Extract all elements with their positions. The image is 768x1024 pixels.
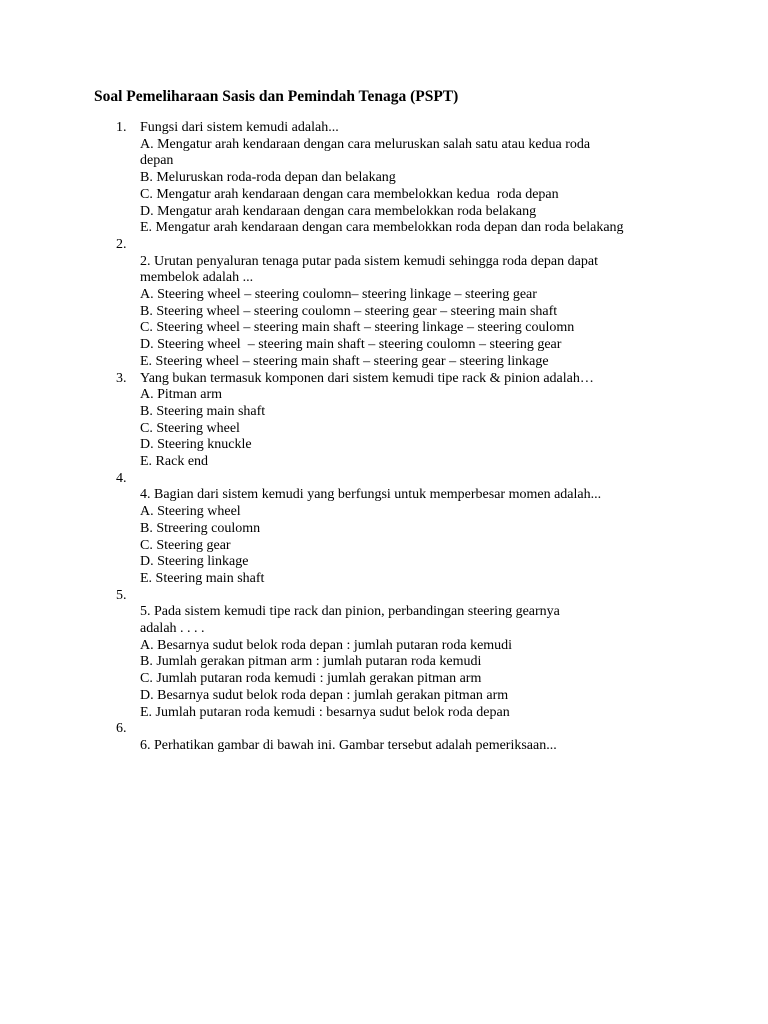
answer-option: B. Jumlah gerakan pitman arm : jumlah putaran roda kemudi (140, 654, 482, 670)
answer-option: B. Steering main shaft (140, 403, 266, 419)
question-body (140, 371, 680, 471)
question-text: 6. Perhatikan gambar di bawah ini. Gambar tersebut adalah pemeriksaan... (140, 737, 557, 753)
answer-option: B. Steering wheel – steering coulomn – steering gear – steering main shaft (140, 303, 558, 319)
question-number: 5. (116, 587, 127, 603)
blank-line (140, 588, 680, 605)
answer-option: E. Steering wheel – steering main shaft – steering gear – steering linkage (140, 353, 549, 369)
question-text: 4. Bagian dari sistem kemudi yang berfungsi untuk memperbesar momen adalah... (140, 487, 602, 503)
answer-option: E. Jumlah putaran roda kemudi : besarnya sudut belok roda depan (140, 704, 510, 720)
answer-option: depan (140, 153, 174, 169)
question-number: 6. (116, 721, 127, 737)
question-body (140, 237, 680, 371)
question-item (0, 120, 768, 237)
blank-line (140, 471, 680, 488)
answer-option: C. Steering wheel (140, 420, 240, 436)
answer-option: A. Steering wheel (140, 504, 241, 520)
answer-option: E. Rack end (140, 454, 209, 470)
question-number: 4. (116, 470, 127, 486)
question-text: Yang bukan termasuk komponen dari sistem kemudi tipe rack & pinion adalah… (140, 370, 594, 386)
answer-option: C. Mengatur arah kendaraan dengan cara membelokkan kedua roda depan (140, 186, 559, 202)
answer-option: membelok adalah ... (140, 270, 254, 286)
answer-option: D. Steering knuckle (140, 437, 252, 453)
question-body (140, 721, 680, 754)
question-number: 1. (116, 120, 127, 135)
question-text: Fungsi dari sistem kemudi adalah... (140, 120, 339, 135)
question-text: 2. Urutan penyaluran tenaga putar pada sistem kemudi sehingga roda depan dapat (140, 253, 598, 269)
blank-line (140, 237, 680, 254)
answer-option: C. Jumlah putaran roda kemudi : jumlah gerakan pitman arm (140, 671, 482, 687)
question-item (0, 588, 768, 722)
answer-option: D. Steering linkage (140, 554, 249, 570)
question-item (0, 237, 768, 371)
answer-option: C. Steering wheel – steering main shaft – steering linkage – steering coulomn (140, 320, 575, 336)
question-item (0, 721, 768, 754)
question-body (140, 588, 680, 722)
question-number: 2. (116, 236, 127, 252)
answer-option: C. Steering gear (140, 537, 231, 553)
answer-option: E. Steering main shaft (140, 570, 265, 586)
document-title: Soal Pemeliharaan Sasis dan Pemindah Tenaga (PSPT) (94, 88, 459, 105)
answer-option: E. Mengatur arah kendaraan dengan cara membelokkan roda depan dan roda belakang (140, 220, 624, 236)
answer-option: D. Steering wheel – steering main shaft – steering coulomn – steering gear (140, 337, 562, 353)
question-text: 5. Pada sistem kemudi tipe rack dan pinion, perbandingan steering gearnya (140, 604, 560, 620)
question-item (0, 371, 768, 471)
question-body (140, 471, 680, 588)
blank-line (140, 721, 680, 738)
answer-option: A. Mengatur arah kendaraan dengan cara meluruskan salah satu atau kedua roda (140, 136, 591, 152)
question-body (140, 120, 680, 237)
answer-option: A. Pitman arm (140, 387, 223, 403)
answer-option: A. Besarnya sudut belok roda depan : jumlah putaran roda kemudi (140, 637, 513, 653)
question-number: 3. (116, 370, 127, 386)
answer-option: adalah . . . . (140, 621, 205, 637)
answer-option: D. Besarnya sudut belok roda depan : jumlah gerakan pitman arm (140, 687, 509, 703)
answer-option: B. Streering coulomn (140, 520, 261, 536)
answer-option: D. Mengatur arah kendaraan dengan cara membelokkan roda belakang (140, 203, 537, 219)
question-list (0, 120, 768, 755)
question-item (0, 471, 768, 588)
answer-option: B. Meluruskan roda-roda depan dan belakang (140, 170, 396, 186)
answer-option: A. Steering wheel – steering coulomn– steering linkage – steering gear (140, 287, 537, 303)
